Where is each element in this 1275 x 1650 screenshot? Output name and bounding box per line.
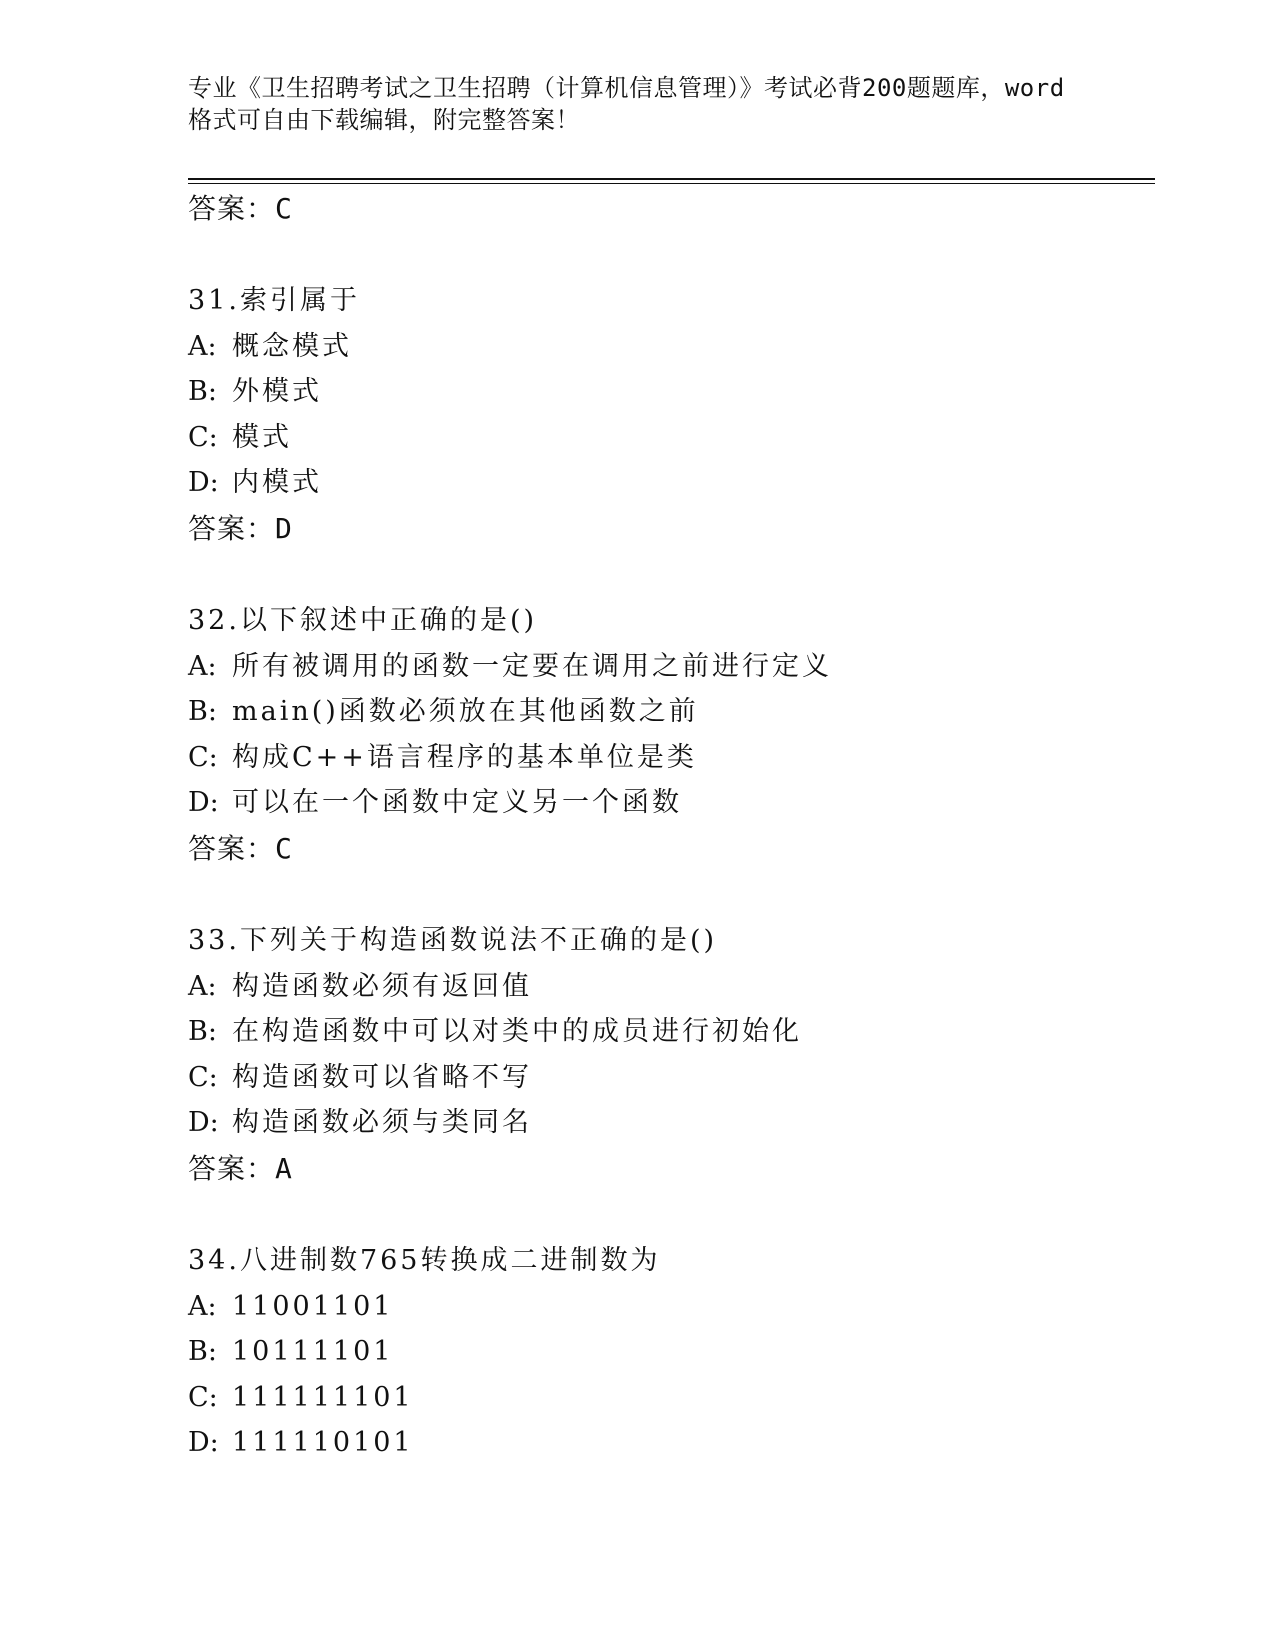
option-key: B: (188, 1336, 217, 1368)
answer-line (188, 506, 1148, 552)
option-key: A: (188, 330, 217, 362)
question-list (188, 186, 1148, 1466)
option-d (188, 780, 1148, 826)
option-key: B: (188, 376, 217, 408)
option-key: A: (188, 650, 217, 682)
option-key: D: (188, 787, 219, 819)
option-key: D: (188, 467, 219, 499)
option-key: C: (188, 1061, 218, 1093)
option-text: main()函数必须放在其他函数之前 (232, 696, 699, 728)
option-text: 可以在一个函数中定义另一个函数 (232, 787, 682, 819)
option-c (188, 1055, 1148, 1101)
option-key: D: (188, 1107, 219, 1139)
option-b (188, 1329, 1148, 1375)
option-b (188, 1009, 1148, 1055)
option-text: 11001101 (232, 1290, 394, 1322)
header-title-line-2: 格式可自由下载编辑，附完整答案！ (188, 106, 580, 134)
option-key: B: (188, 696, 217, 728)
option-key: D: (188, 1427, 219, 1459)
answer-value: C (275, 192, 293, 225)
option-d (188, 460, 1148, 506)
option-b (188, 369, 1148, 415)
option-d (188, 1420, 1148, 1466)
question-33 (188, 918, 1148, 1192)
option-text: 外模式 (232, 376, 322, 408)
option-a (188, 324, 1148, 370)
question-stem: 34.八进制数765转换成二进制数为 (188, 1244, 661, 1276)
option-text: 概念模式 (232, 330, 352, 362)
option-text: 111111101 (232, 1381, 414, 1413)
question-stem: 33.下列关于构造函数说法不正确的是() (188, 924, 718, 956)
question-31 (188, 278, 1148, 552)
answer-label: 答案： (188, 831, 276, 865)
option-c (188, 735, 1148, 781)
option-key: B: (188, 1016, 217, 1048)
question-stem: 31.索引属于 (188, 285, 360, 316)
option-a (188, 964, 1148, 1010)
option-text: 构造函数必须与类同名 (232, 1107, 532, 1139)
option-text: 在构造函数中可以对类中的成员进行初始化 (232, 1016, 802, 1048)
answer-label: 答案： (188, 192, 276, 225)
option-b (188, 689, 1148, 735)
option-c (188, 415, 1148, 461)
option-key: C: (188, 741, 218, 773)
option-a (188, 1284, 1148, 1330)
answer-line (188, 826, 1148, 872)
option-text: 内模式 (232, 467, 322, 499)
question-34 (188, 1238, 1148, 1466)
question-stem: 32.以下叙述中正确的是() (188, 604, 538, 636)
option-key: A: (188, 970, 217, 1002)
answer-value: A (275, 1151, 293, 1185)
option-text: 所有被调用的函数一定要在调用之前进行定义 (232, 650, 832, 682)
answer-line (188, 1146, 1148, 1192)
header-divider-thin (188, 183, 1155, 184)
option-c (188, 1375, 1148, 1421)
document-header (188, 72, 1148, 136)
option-text: 111110101 (232, 1427, 414, 1459)
option-text: 10111101 (232, 1336, 394, 1368)
answer-value: C (275, 831, 293, 865)
option-key: C: (188, 1381, 218, 1413)
header-divider-thick (188, 178, 1155, 180)
option-text: 构造函数必须有返回值 (232, 970, 532, 1002)
option-a (188, 644, 1148, 690)
option-text: 模式 (232, 421, 292, 453)
option-key: C: (188, 421, 218, 453)
answer-label: 答案： (188, 511, 276, 545)
answer-label: 答案： (188, 1151, 276, 1185)
question-32 (188, 598, 1148, 872)
answer-line-previous (188, 186, 1148, 232)
option-key: A: (188, 1290, 217, 1322)
header-title-line-1: 专业《卫生招聘考试之卫生招聘（计算机信息管理）》考试必背200题题库，word (188, 74, 1065, 102)
option-text: 构成C++语言程序的基本单位是类 (232, 741, 697, 773)
option-text: 构造函数可以省略不写 (232, 1061, 532, 1093)
answer-value: D (275, 511, 293, 545)
option-d (188, 1100, 1148, 1146)
